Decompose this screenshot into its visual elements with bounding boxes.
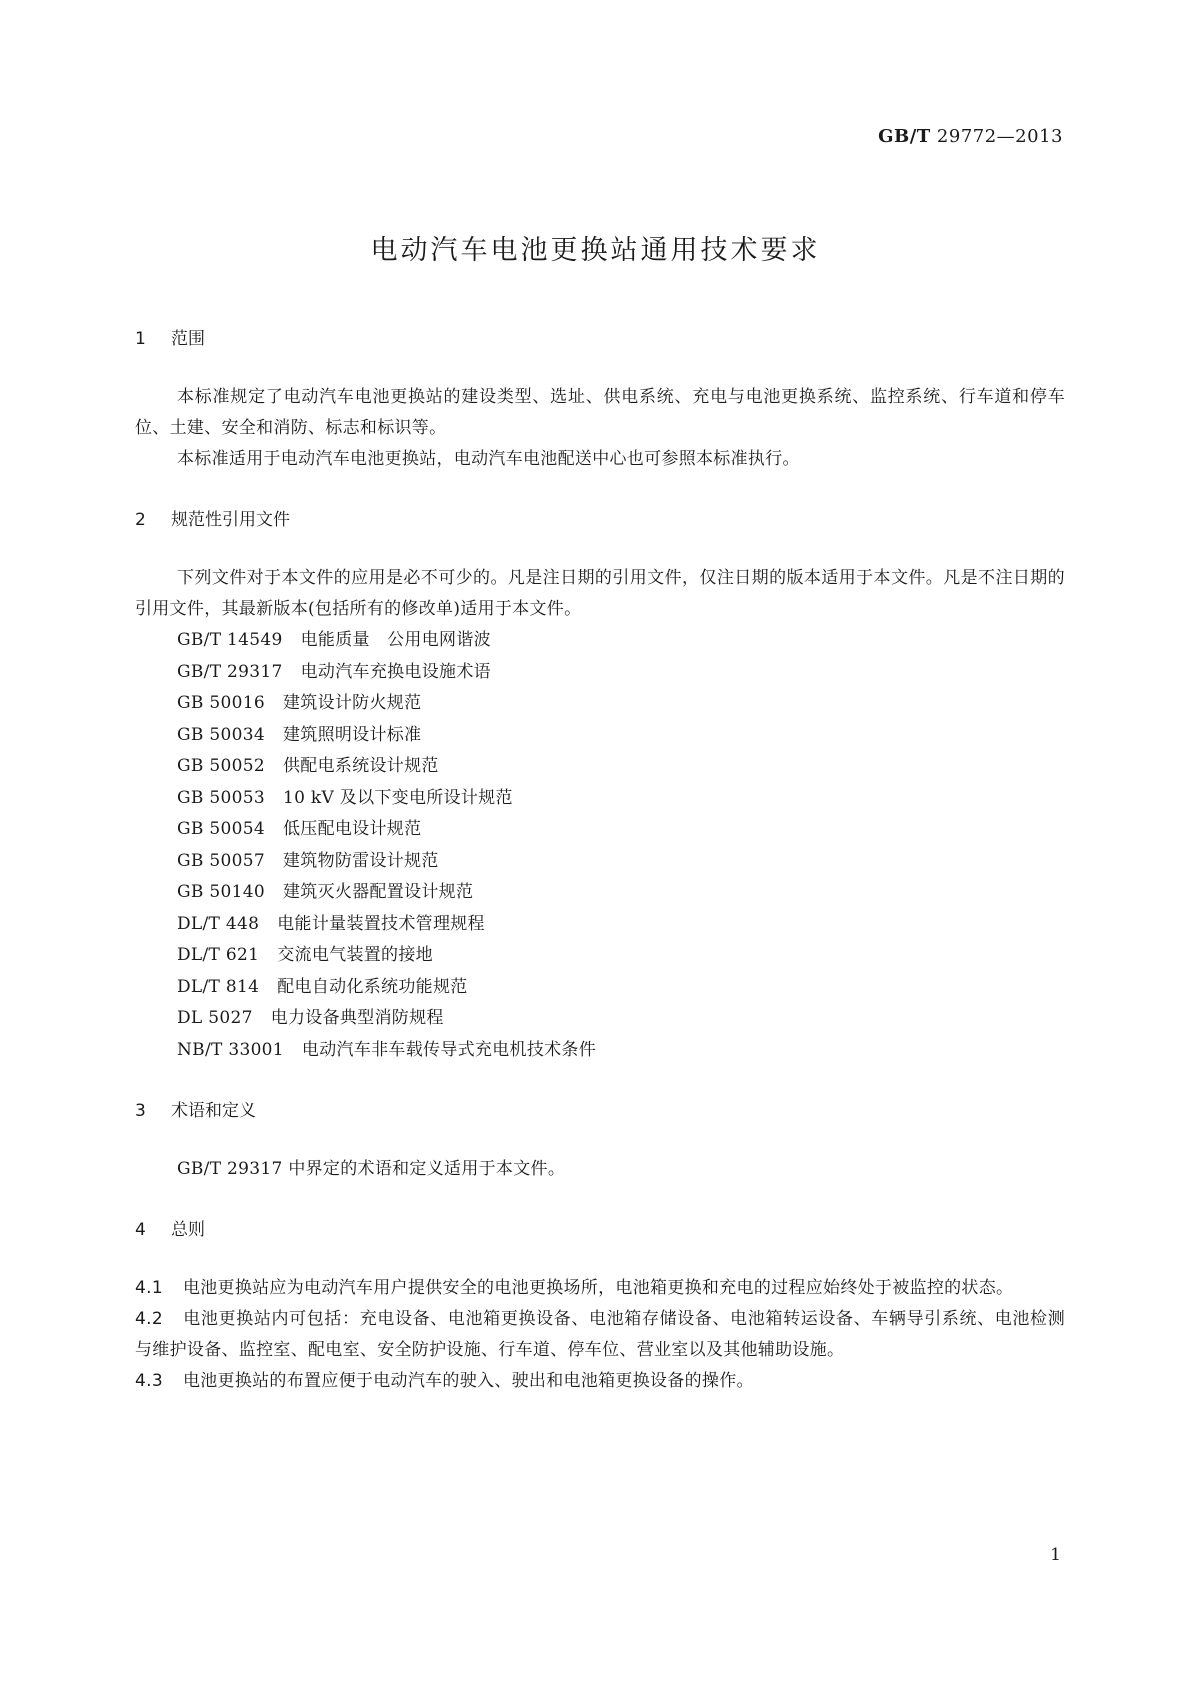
reference-code: GB 50140 [177,882,265,902]
section-1-heading [135,328,1065,350]
reference-item [135,909,1065,941]
reference-code: NB/T 33001 [177,1039,284,1060]
reference-item [135,814,1065,846]
reference-item [135,972,1065,1004]
clause-number: 4.2 [135,1309,163,1329]
paragraph: GB/T 29317 中界定的术语和定义适用于本文件。 [177,1159,566,1179]
section-3-heading [135,1100,1065,1122]
reference-code: GB 50016 [177,693,265,713]
reference-title: 配电自动化系统功能规范 [277,976,468,997]
reference-title: 低压配电设计规范 [282,819,422,839]
reference-code: DL 5027 [177,1008,253,1028]
clause [135,1304,1065,1366]
clause-number: 4.3 [135,1371,163,1391]
reference-title: 建筑物防雷设计规范 [282,850,439,871]
document-body [135,328,1065,1397]
reference-code: GB/T 14549 [177,630,283,650]
reference-code: GB 50057 [177,850,265,871]
paragraph: 下列文件对于本文件的应用是必不可少的。凡是注日期的引用文件，仅注日期的版本适用于本文件。凡是不注日期的引用文件，其最新版本(包括所有的修改单)适用于本文件。 [135,568,1065,619]
clause-number: 4.1 [135,1278,163,1298]
reference-title: 建筑照明设计标准 [282,724,422,745]
reference-item [135,1003,1065,1035]
standard-code [878,126,1063,147]
reference-title: 电动汽车非车载传导式充电机技术条件 [301,1039,597,1060]
section-title: 总则 [171,1220,205,1240]
reference-code: GB 50054 [177,819,265,839]
reference-code: DL/T 621 [177,945,260,965]
clause-list [135,1273,1065,1397]
standard-number: 29772—2013 [936,126,1063,147]
reference-title: 建筑设计防火规范 [282,693,422,713]
section-2-heading [135,509,1065,531]
reference-list [135,625,1065,1066]
section-number: 3 [135,1101,146,1121]
page-number: 1 [1050,1545,1061,1565]
section-title: 术语和定义 [171,1101,256,1121]
reference-item [135,657,1065,689]
reference-title: 交流电气装置的接地 [277,945,433,965]
paragraph: 本标准规定了电动汽车电池更换站的建设类型、选址、供电系统、充电与电池更换系统、监控系统、行车道和停车位、土建、安全和消防、标志和标识等。 [135,387,1065,438]
clause-text: 电池更换站应为电动汽车用户提供安全的电池更换场所，电池箱更换和充电的过程应始终处于被监控的状态。 [182,1278,1014,1298]
reference-title: 电力设备典型消防规程 [270,1008,444,1028]
reference-item [135,783,1065,815]
clause-text: 电池更换站内可包括：充电设备、电池箱更换设备、电池箱存储设备、电池箱转运设备、车辆导引系统、电池检测与维护设备、监控室、配电室、安全防护设施、行车道、停车位、营业室以及其他辅助设施。 [135,1309,1065,1360]
section-title: 范围 [171,329,205,349]
clause-text: 电池更换站的布置应便于电动汽车的驶入、驶出和电池箱更换设备的操作。 [182,1371,754,1391]
reference-code: GB 50053 [177,787,265,808]
section-title: 规范性引用文件 [171,510,290,530]
reference-title: 10 kV 及以下变电所设计规范 [282,787,513,808]
reference-code: GB 50034 [177,724,265,745]
reference-item [135,877,1065,909]
reference-item [135,846,1065,878]
section-number: 4 [135,1220,146,1240]
reference-item [135,625,1065,657]
reference-title: 建筑灭火器配置设计规范 [282,882,474,902]
section-number: 2 [135,510,146,530]
clause [135,1273,1065,1304]
reference-item [135,688,1065,720]
section-4-heading [135,1219,1065,1241]
reference-title: 电动汽车充换电设施术语 [300,661,491,682]
reference-title: 电能计量装置技术管理规程 [277,913,485,934]
reference-title: 供配电系统设计规范 [282,756,439,776]
reference-code: GB/T 29317 [177,661,283,682]
reference-item [135,751,1065,783]
paragraph: 本标准适用于电动汽车电池更换站，电动汽车电池配送中心也可参照本标准执行。 [177,449,800,469]
reference-item [135,720,1065,752]
reference-code: DL/T 448 [177,913,260,934]
reference-title: 电能质量 公用电网谐波 [300,630,491,650]
reference-item [135,940,1065,972]
reference-code: DL/T 814 [177,976,260,997]
reference-item [135,1035,1065,1067]
document-title: 电动汽车电池更换站通用技术要求 [370,235,821,266]
clause [135,1366,1065,1397]
section-number: 1 [135,329,146,349]
reference-code: GB 50052 [177,756,265,776]
standard-prefix: GB/T [878,126,931,147]
